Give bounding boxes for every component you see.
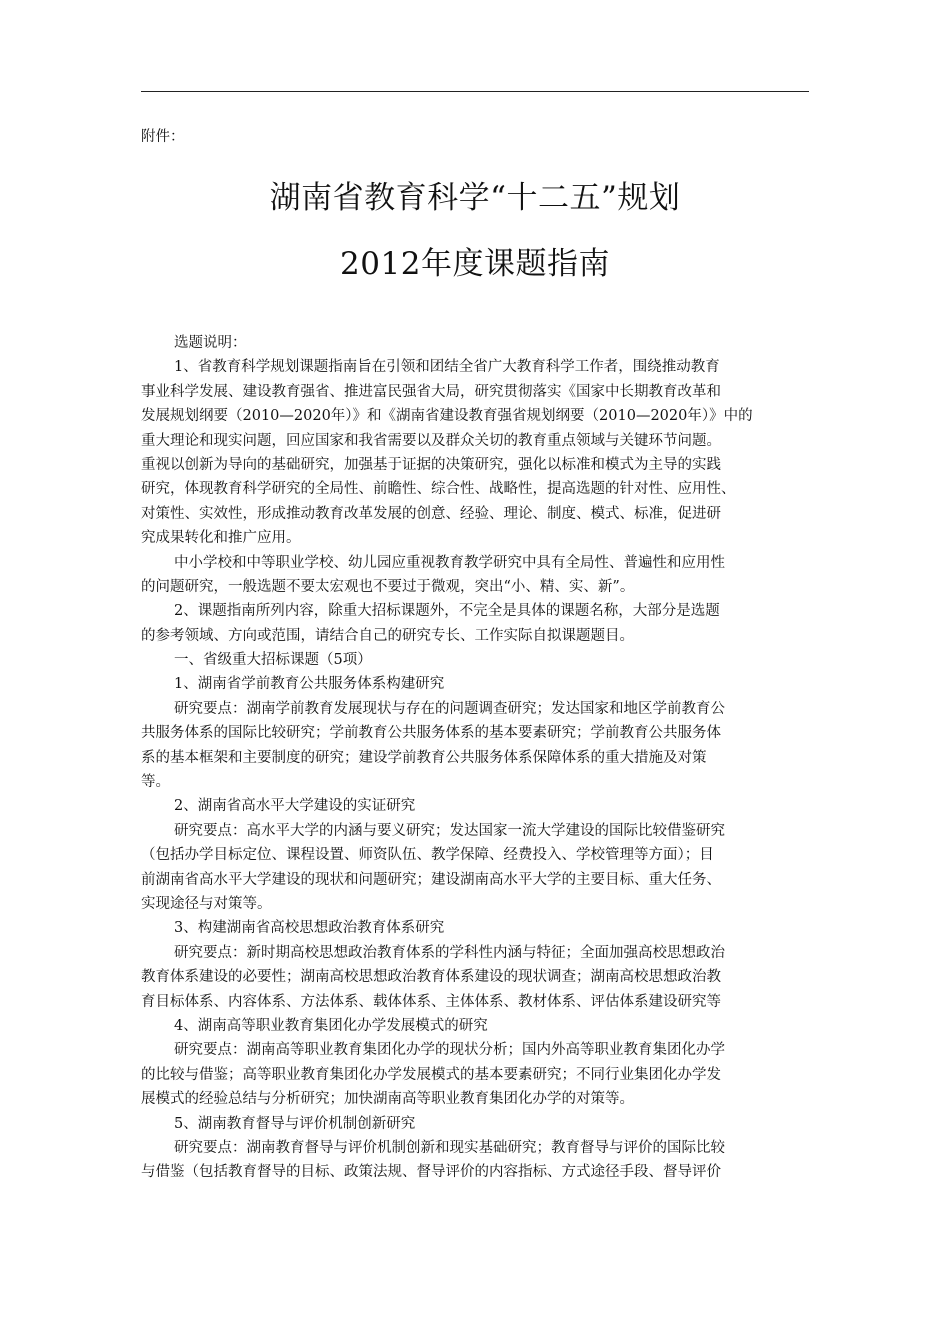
- body-text-line: 等。: [141, 774, 170, 791]
- body-text-line: （包括办学目标定位、课程设置、师资队伍、教学保障、经费投入、学校管理等方面）；目: [141, 847, 714, 864]
- body-text-line: 研究，体现教育科学研究的全局性、前瞻性、综合性、战略性，提高选题的针对性、应用性、: [141, 481, 736, 498]
- document-body: [141, 331, 811, 1185]
- body-text-line: 研究要点：湖南教育督导与评价机制创新和现实基础研究；教育督导与评价的国际比较: [174, 1139, 725, 1156]
- body-text-line: 事业科学发展、建设教育强省、推进富民强省大局，研究贯彻落实《国家中长期教育改革和: [141, 383, 721, 400]
- document-title-line-2: 2012年度课题指南: [340, 246, 610, 282]
- document-title-line-1: 湖南省教育科学“十二五”规划: [269, 180, 681, 216]
- body-text-line: 选题说明：: [174, 335, 247, 351]
- body-text-line: 重大理论和现实问题，回应国家和我省需要以及群众关切的教育重点领域与关键环节问题。: [141, 432, 721, 449]
- body-text-line: 的比较与借鉴；高等职业教育集团化办学发展模式的基本要素研究；不同行业集团化办学发: [141, 1066, 721, 1083]
- body-text-line: 的问题研究，一般选题不要太宏观也不要过于微观，突出“小、精、实、新”。: [141, 578, 635, 595]
- body-text-line: 研究要点：湖南学前教育发展现状与存在的问题调查研究；发达国家和地区学前教育公: [174, 700, 725, 717]
- body-text-line: 1、湖南省学前教育公共服务体系构建研究: [174, 676, 445, 693]
- body-text-line: 与借鉴（包括教育督导的目标、政策法规、督导评价的内容指标、方式途径手段、督导评价: [141, 1164, 721, 1181]
- body-text-line: 1、省教育科学规划课题指南旨在引领和团结全省广大教育科学工作者，围绕推动教育: [174, 359, 720, 376]
- body-text-line: 研究要点：新时期高校思想政治教育体系的学科性内涵与特征；全面加强高校思想政治: [174, 944, 725, 961]
- body-text-line: 中小学校和中等职业学校、幼儿园应重视教育教学研究中具有全局性、普遍性和应用性: [174, 554, 725, 571]
- body-text-line: 共服务体系的国际比较研究；学前教育公共服务体系的基本要素研究；学前教育公共服务体: [141, 725, 721, 742]
- body-text-line: 研究要点：高水平大学的内涵与要义研究；发达国家一流大学建设的国际比较借鉴研究: [174, 822, 725, 839]
- header-rule: [141, 91, 809, 92]
- body-text-line: 4、湖南高等职业教育集团化办学发展模式的研究: [174, 1017, 488, 1034]
- body-text-line: 2、课题指南所列内容，除重大招标课题外，不完全是具体的课题名称，大部分是选题: [174, 603, 720, 620]
- body-text-line: 2、湖南省高水平大学建设的实证研究: [174, 798, 416, 815]
- body-text-line: 的参考领域、方向或范围，请结合自己的研究专长、工作实际自拟课题题目。: [141, 627, 634, 644]
- body-text-line: 对策性、实效性，形成推动教育改革发展的创意、经验、理论、制度、模式、标准，促进研: [141, 505, 721, 522]
- attachment-label: 附件：: [141, 129, 185, 145]
- body-text-line: 发展规划纲要（2010—2020年）》和《湖南省建设教育强省规划纲要（2010—2020年）》中的: [141, 408, 753, 425]
- body-text-line: 重视以创新为导向的基础研究，加强基于证据的决策研究，强化以标准和模式为主导的实践: [141, 456, 721, 473]
- body-text-line: 研究要点：湖南高等职业教育集团化办学的现状分析；国内外高等职业教育集团化办学: [174, 1042, 725, 1059]
- body-text-line: 实现途径与对策等。: [141, 895, 272, 912]
- body-text-line: 3、构建湖南省高校思想政治教育体系研究: [174, 920, 445, 937]
- body-text-line: 一、省级重大招标课题（5项）: [174, 652, 372, 669]
- body-text-line: 5、湖南教育督导与评价机制创新研究: [174, 1115, 416, 1132]
- body-text-line: 展模式的经验总结与分析研究；加快湖南高等职业教育集团化办学的对策等。: [141, 1091, 634, 1108]
- body-text-line: 育目标体系、内容体系、方法体系、载体体系、主体体系、教材体系、评估体系建设研究等: [141, 993, 721, 1010]
- body-text-line: 前湖南省高水平大学建设的现状和问题研究；建设湖南高水平大学的主要目标、重大任务、: [141, 871, 721, 888]
- body-text-line: 系的基本框架和主要制度的研究；建设学前教育公共服务体系保障体系的重大措施及对策: [141, 749, 707, 766]
- body-text-line: 究成果转化和推广应用。: [141, 530, 301, 547]
- body-text-line: 教育体系建设的必要性；湖南高校思想政治教育体系建设的现状调查；湖南高校思想政治教: [141, 969, 721, 986]
